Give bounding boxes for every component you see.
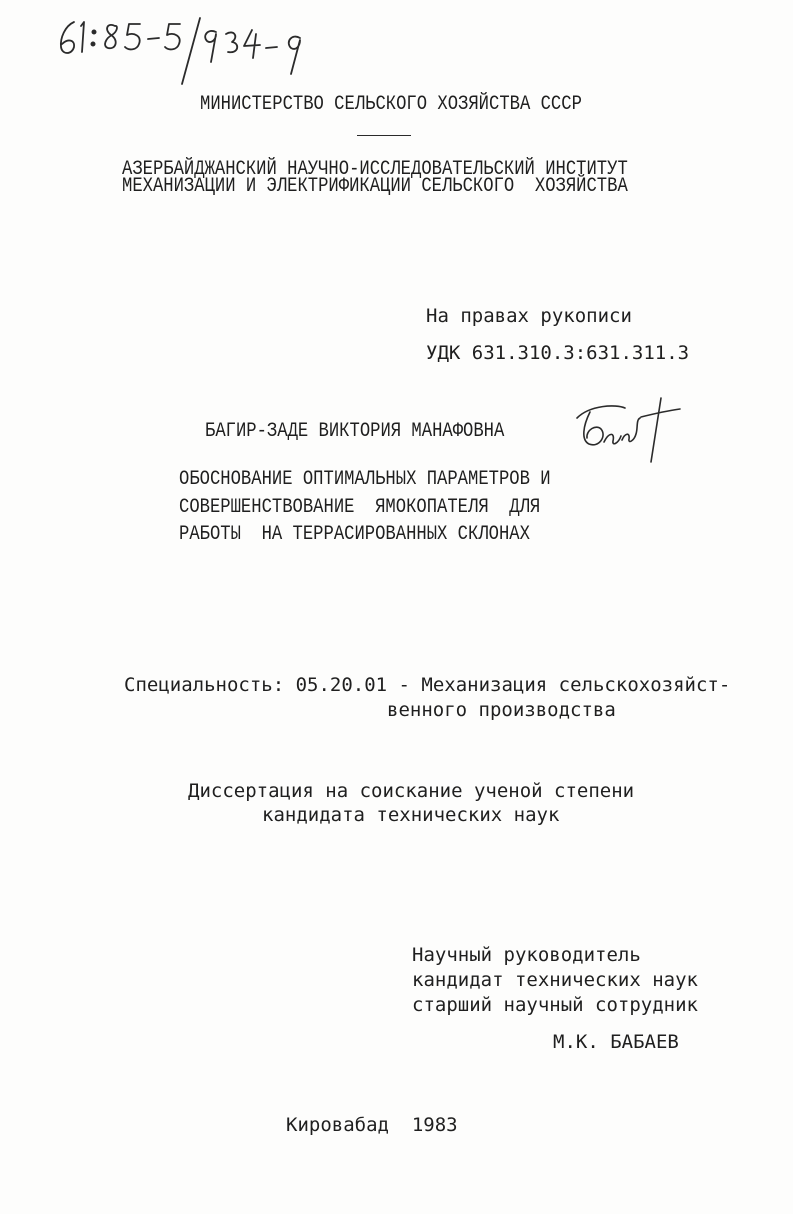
degree-statement-line-1: Диссертация на соискание ученой степени — [188, 780, 635, 802]
supervisor-degree: кандидат технических наук — [412, 969, 698, 991]
dissertation-title-line-2: СОВЕРШЕНСТВОВАНИЕ ЯМОКОПАТЕЛЯ ДЛЯ — [179, 496, 541, 519]
udc-code: УДК 631.310.3:631.311.3 — [426, 342, 690, 364]
degree-statement-line-2: кандидата технических наук — [262, 804, 560, 826]
ministry-heading: МИНИСТЕРСТВО СЕЛЬСКОГО ХОЗЯЙСТВА СССР — [200, 93, 582, 116]
place-and-year: Кировабад 1983 — [286, 1114, 458, 1136]
specialty-line-1: Специальность: 05.20.01 - Механизация сельскохозяйст- — [124, 674, 731, 696]
institute-name-line-1: АЗЕРБАЙДЖАНСКИЙ НАУЧНО-ИССЛЕДОВАТЕЛЬСКИЙ ИНСТИТУТ — [122, 158, 628, 181]
heading-divider — [357, 135, 411, 136]
dissertation-title-line-1: ОБОСНОВАНИЕ ОПТИМАЛЬНЫХ ПАРАМЕТРОВ И — [179, 468, 551, 491]
manuscript-rights-note: На правах рукописи — [426, 305, 632, 327]
author-name: БАГИР-ЗАДЕ ВИКТОРИЯ МАНАФОВНА — [205, 420, 505, 443]
dissertation-title-line-3: РАБОТЫ НА ТЕРРАСИРОВАННЫХ СКЛОНАХ — [179, 523, 530, 546]
supervisor-name: М.К. БАБАЕВ — [553, 1031, 679, 1053]
supervisor-role: Научный руководитель — [412, 944, 641, 966]
institute-name-line-2: МЕХАНИЗАЦИИ И ЭЛЕКТРИФИКАЦИИ СЕЛЬСКОГО ХОЗЯЙСТВА — [122, 175, 628, 198]
handwritten-index-number — [48, 8, 318, 88]
author-signature — [568, 390, 688, 470]
supervisor-position: старший научный сотрудник — [412, 994, 698, 1016]
specialty-line-2: венного производства — [387, 699, 616, 721]
